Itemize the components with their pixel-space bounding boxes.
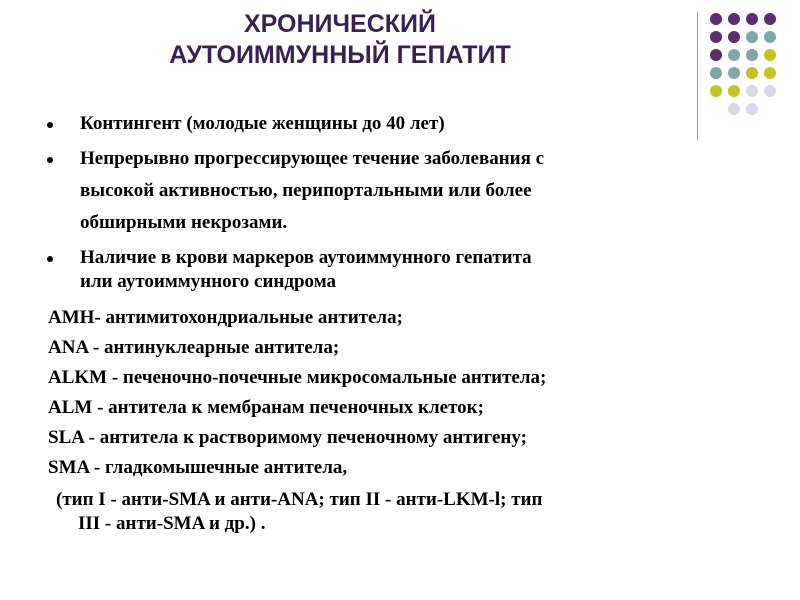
footnote-line-2: III - анти-SMA и др.) . <box>78 513 266 534</box>
decorative-dot <box>764 49 776 61</box>
divider-line <box>697 12 698 140</box>
marker-line-ana: ANA - антинуклеарные антитела; <box>48 337 340 358</box>
decorative-dot <box>764 85 776 97</box>
bullet-icon <box>47 256 53 262</box>
decorative-dot <box>710 67 722 79</box>
bullet-icon <box>47 157 53 163</box>
decorative-dot <box>728 49 740 61</box>
decorative-dot <box>746 31 758 43</box>
bullet-2-line-2: высокой активностью, перипортальными или более <box>80 180 532 201</box>
decorative-dot <box>746 67 758 79</box>
decorative-dot <box>710 31 722 43</box>
decorative-dot <box>728 13 740 25</box>
decorative-dot <box>746 49 758 61</box>
decorative-dot <box>746 13 758 25</box>
bullet-1-line-1: Контингент (молодые женщины до 40 лет) <box>80 113 445 134</box>
decorative-dot <box>728 67 740 79</box>
bullet-2-line-3: обширными некрозами. <box>80 212 288 233</box>
decorative-dot <box>764 13 776 25</box>
bullet-icon <box>47 122 53 128</box>
decorative-dot <box>728 103 740 115</box>
bullet-2-line-1: Непрерывно прогрессирующее течение заболевания с <box>80 148 545 169</box>
decorative-dot <box>728 31 740 43</box>
marker-line-amh: АМН- антимитохондриальные антитела; <box>48 307 403 328</box>
title-line-2: АУТОИММУННЫЙ ГЕПАТИТ <box>169 41 511 69</box>
marker-line-sma: SMA - гладкомышечные антитела, <box>48 457 348 478</box>
marker-line-alkm: ALKM - печеночно-почечные микросомальные антитела; <box>48 367 547 388</box>
marker-line-sla: SLA - антитела к растворимому печеночному антигену; <box>48 427 527 448</box>
bullet-3-line-2: или аутоиммунного синдрома <box>80 271 337 292</box>
marker-line-alm: ALM - антитела к мембранам печеночных клеток; <box>48 397 484 418</box>
decorative-dot <box>710 49 722 61</box>
decorative-dot <box>746 85 758 97</box>
decorative-dot <box>710 85 722 97</box>
title-line-1: ХРОНИЧЕСКИЙ <box>244 10 436 38</box>
decorative-dot <box>764 67 776 79</box>
footnote-line-1: (тип I - анти-SMA и анти-ANA; тип II - анти-LKM-l; тип <box>56 489 543 510</box>
bullet-3-line-1: Наличие в крови маркеров аутоиммунного гепатита <box>80 247 532 268</box>
decorative-dot <box>710 13 722 25</box>
slide-title <box>60 9 620 71</box>
decorative-dot <box>746 103 758 115</box>
decorative-dot <box>728 85 740 97</box>
decorative-dot <box>764 31 776 43</box>
